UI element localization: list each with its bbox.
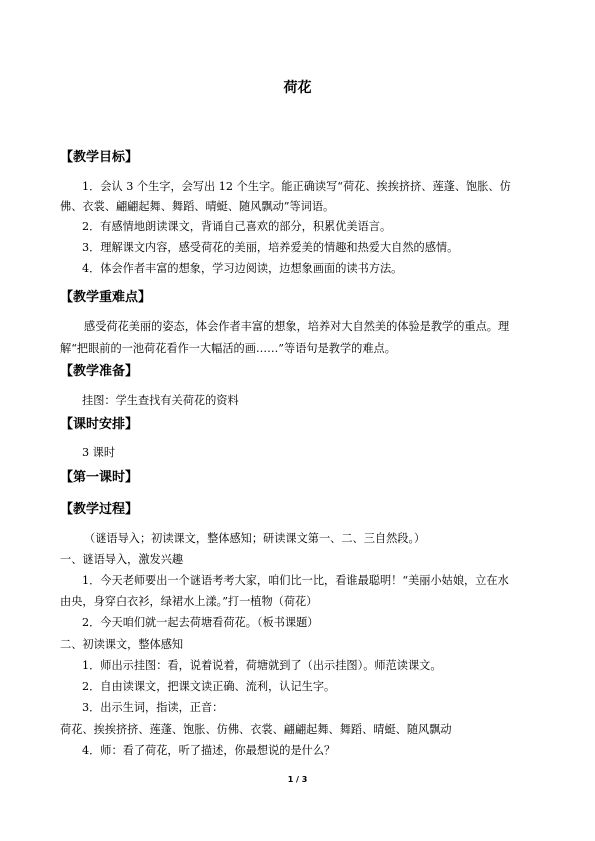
- paragraph-line: 2．今天咱们就一起去荷塘看荷花。（板书课题）: [82, 616, 319, 629]
- paragraph-line: （谜语导入；初读课文，整体感知；研读课文第一、二、三自然段。）: [84, 532, 426, 545]
- section-heading-preparation: 【教学准备】: [60, 364, 139, 379]
- paragraph-line: 荷花、挨挨挤挤、莲蓬、饱胀、仿佛、衣裳、翩翩起舞、舞蹈、晴蜓、随风飘动: [60, 723, 452, 736]
- paragraph-line: 3．理解课文内容，感受荷花的美丽，培养爱美的情趣和热爱大自然的感情。: [82, 241, 459, 254]
- paragraph-line: 由央，身穿白衣衫，绿裙水上漾。”打一植物（荷花）: [60, 595, 318, 608]
- section-heading-key-points: 【教学重难点】: [60, 290, 152, 305]
- paragraph-line: 1．师出示挂图：看，说着说着，荷塘就到了（出示挂图）。师范读课文。: [82, 659, 442, 672]
- section-heading-schedule: 【课时安排】: [60, 417, 139, 432]
- paragraph-line: 1．会认 3 个生字，会写出 12 个生字。能正确读写“荷花、挨挨挤挤、莲蓬、饱胀、仿: [82, 180, 511, 193]
- paragraph-line: 二、初读课文，整体感知: [60, 638, 184, 651]
- section-heading-goals: 【教学目标】: [60, 150, 139, 165]
- paragraph-line: 挂图：学生查找有关荷花的资料: [82, 394, 239, 407]
- document-title: 荷花: [283, 80, 312, 96]
- paragraph-line: 3 课时: [82, 446, 116, 459]
- section-heading-first-lesson: 【第一课时】: [60, 470, 139, 485]
- paragraph-line: 感受荷花美丽的姿态，体会作者丰富的想象，培养对大自然美的体验是教学的重点。理: [84, 320, 510, 333]
- section-heading-process: 【教学过程】: [60, 502, 139, 517]
- paragraph-line: 佛、衣裳、翩翩起舞、舞蹈、晴蜓、随风飘动”等词语。: [60, 200, 335, 213]
- paragraph-line: 1．今天老师要出一个谜语考考大家，咱们比一比，看谁最聪明！“美丽小姑娘，立在水: [82, 574, 509, 587]
- paragraph-line: 一、谜语导入，激发兴趣: [60, 553, 184, 566]
- paragraph-line: 2．有感情地朗读课文，背诵自己喜欢的部分，积累优美语言。: [82, 220, 392, 233]
- paragraph-line: 解“把眼前的一池荷花看作一大幅活的画……”等语句是教学的难点。: [60, 342, 396, 355]
- page-number: 1 / 3: [287, 775, 308, 784]
- paragraph-line: 3．出示生词，指读，正音：: [82, 701, 224, 714]
- paragraph-line: 2．自由读课文，把课文读正确、流利，认记生字。: [82, 680, 336, 693]
- paragraph-line: 4．师：看了荷花，听了描述，你最想说的是什么？: [82, 744, 336, 757]
- paragraph-line: 4．体会作者丰富的想象，学习边阅读，边想象画面的读书方法。: [82, 262, 403, 275]
